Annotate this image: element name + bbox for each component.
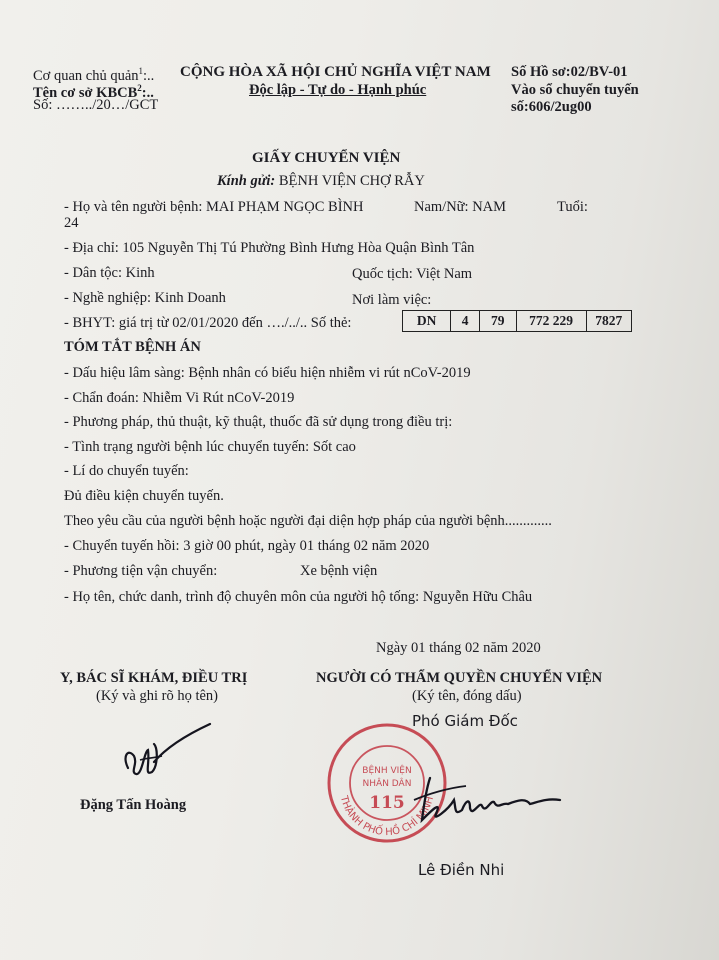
patient-address: - Địa chỉ: 105 Nguyễn Thị Tú Phường Bình Hưng Hòa Quận Bình Tân <box>64 240 475 256</box>
doctor-note: (Ký và ghi rõ họ tên) <box>96 688 219 704</box>
transfer-time: - Chuyển tuyến hồi: 3 giờ 00 phút, ngày 01 tháng 02 năm 2020 <box>64 538 430 554</box>
patient-nationality: Quốc tịch: Việt Nam <box>352 266 473 282</box>
insurance-line: - BHYT: giá trị từ 02/01/2020 đến …./../.. Số thẻ: <box>64 315 352 331</box>
patient-occupation: - Nghề nghiệp: Kinh Doanh <box>64 290 226 306</box>
document-title: GIẤY CHUYỂN VIỆN <box>252 150 401 166</box>
patient-age: 24 <box>64 215 79 231</box>
seal-number: 115 <box>369 793 405 813</box>
patient-workplace: Nơi làm việc: <box>352 292 432 308</box>
authority-title: NGƯỜI CÓ THẨM QUYỀN CHUYỂN VIỆN <box>316 670 603 686</box>
authority-signature <box>408 770 568 840</box>
eligibility: Đủ điều kiện chuyển tuyến. <box>64 488 224 504</box>
treatment: - Phương pháp, thủ thuật, kỹ thuật, thuốc đã sử dụng trong điều trị: <box>64 414 453 430</box>
transport-value: Xe bệnh viện <box>300 563 378 579</box>
record-number: Số Hồ sơ:02/BV-01 <box>511 64 628 80</box>
card-segment: 7827 <box>595 313 623 328</box>
seal-text: BỆNH VIỆN <box>362 766 412 776</box>
card-segment: 4 <box>451 311 480 331</box>
patient-request: Theo yêu cầu của người bệnh hoặc người đại diện hợp pháp của người bệnh............. <box>64 513 552 529</box>
escort: - Họ tên, chức danh, trình độ chuyên môn của người hộ tống: Nguyễn Hữu Châu <box>64 589 533 605</box>
patient-condition: - Tình trạng người bệnh lúc chuyển tuyến: Sốt cao <box>64 439 356 455</box>
patient-ethnicity: - Dân tộc: Kinh <box>64 265 155 281</box>
recipient-line: Kính gửi: BỆNH VIỆN CHỢ RẪY <box>217 173 425 189</box>
seal-text: NHÂN DÂN <box>362 779 412 789</box>
managing-agency-line: Cơ quan chủ quản$^1$:.. <box>33 66 155 84</box>
patient-gender: Nam/Nữ: NAM <box>414 199 507 215</box>
insurance-card-number <box>402 310 632 332</box>
doctor-signature <box>114 718 224 788</box>
signing-date: Ngày 01 tháng 02 năm 2020 <box>376 640 541 656</box>
card-segment: 79 <box>480 311 517 331</box>
authority-note: (Ký tên, đóng dấu) <box>412 688 522 704</box>
register-label: Vào sổ chuyển tuyến <box>511 82 639 98</box>
authority-position: Phó Giám Đốc <box>412 712 518 730</box>
doctor-title: Y, BÁC SĨ KHÁM, ĐIỀU TRỊ <box>60 670 248 686</box>
facility-line: Tên cơ sở KBCB$^2$:.. <box>33 83 154 101</box>
doctor-name: Đặng Tấn Hoàng <box>80 797 187 813</box>
summary-heading: TÓM TẮT BỆNH ÁN <box>64 339 201 355</box>
diagnosis: - Chẩn đoán: Nhiễm Vi Rút nCoV-2019 <box>64 390 295 406</box>
authority-name: Lê Điền Nhi <box>418 861 505 879</box>
seal-ring-text: THÀNH PHỐ HỒ CHÍ MINH <box>337 794 437 839</box>
card-segment: DN <box>403 311 451 331</box>
nation-title: CỘNG HÒA XÃ HỘI CHỦ NGHĨA VIỆT NAM <box>180 64 491 80</box>
transport-label: - Phương tiện vận chuyển: <box>64 563 218 579</box>
patient-name: - Họ và tên người bệnh: MAI PHẠM NGỌC BÌNH <box>64 199 364 215</box>
nation-motto: Độc lập - Tự do - Hạnh phúc <box>249 82 427 98</box>
register-number: số:606/2ug00 <box>511 99 592 115</box>
document-number: Số: ……../20…/GCT <box>33 97 159 113</box>
patient-age-label: Tuổi: <box>557 199 588 215</box>
transfer-reason: - Lí do chuyển tuyến: <box>64 463 189 479</box>
clinical-signs: - Dấu hiệu lâm sàng: Bệnh nhân có biểu hiện nhiễm vi rút nCoV-2019 <box>64 365 471 381</box>
card-segment: 772 229 <box>517 311 587 331</box>
